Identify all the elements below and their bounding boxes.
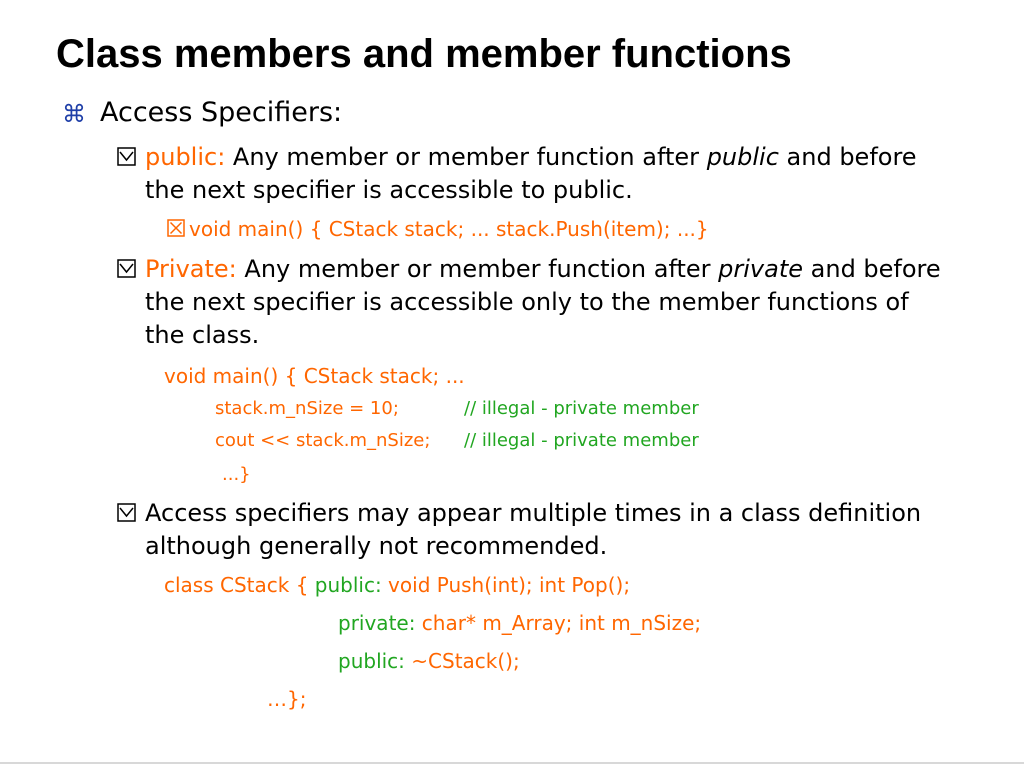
private-item-line1 <box>145 253 941 286</box>
private-example-line2-comment: // illegal - private member <box>464 398 699 419</box>
command-icon: ⌘ <box>62 100 86 128</box>
private-keyword: Private: <box>145 255 237 283</box>
private-example-line1: void main() { CStack stack; ... <box>164 364 465 388</box>
slide-title: Class members and member functions <box>56 32 792 76</box>
level1-heading: Access Specifiers: <box>100 97 343 128</box>
private-text-b: and before <box>803 255 941 283</box>
private-emph: private <box>718 255 804 283</box>
class-example-line3-b: ~CStack(); <box>404 649 520 673</box>
class-example-line2-b: char* m_Array; int m_nSize; <box>415 611 702 635</box>
checkbox-check-icon <box>117 147 136 166</box>
class-example-line3-keyword: public: <box>338 649 405 673</box>
private-example-line2-code: stack.m_nSize = 10; <box>215 398 399 419</box>
private-example-line3-comment: // illegal - private member <box>464 430 699 451</box>
class-example-line4: …}; <box>267 687 307 711</box>
private-example-line4: ...} <box>222 464 251 485</box>
private-example-line3-code: cout << stack.m_nSize; <box>215 430 431 451</box>
class-example-line2 <box>338 609 701 637</box>
public-item-line2: the next specifier is accessible to public. <box>145 176 633 204</box>
checkbox-check-icon <box>117 259 136 278</box>
multiple-item-line2: although generally not recommended. <box>145 532 608 560</box>
class-example-line1-keyword: public: <box>314 573 382 597</box>
public-text-a: Any member or member function after <box>225 143 707 171</box>
footer-divider <box>0 762 1024 764</box>
public-example-code: void main() { CStack stack; ... stack.Push(item); ...} <box>189 217 709 241</box>
multiple-item-line1: Access specifiers may appear multiple times in a class definition <box>145 499 922 527</box>
class-example-line3 <box>338 647 520 675</box>
class-example-line2-keyword: private: <box>338 611 416 635</box>
public-item-line1 <box>145 141 917 174</box>
private-text-a: Any member or member function after <box>236 255 719 283</box>
class-example-line1 <box>164 571 630 599</box>
public-text-b: and before <box>778 143 917 171</box>
checkbox-x-icon <box>167 219 185 237</box>
public-emph: public <box>706 143 779 171</box>
private-item-line2: the next specifier is accessible only to the member functions of <box>145 288 909 316</box>
private-item-line3: the class. <box>145 321 260 349</box>
class-example-line1-a: class CStack { <box>164 573 315 597</box>
class-example-line1-b: void Push(int); int Pop(); <box>381 573 631 597</box>
public-keyword: public: <box>145 143 226 171</box>
checkbox-check-icon <box>117 503 136 522</box>
